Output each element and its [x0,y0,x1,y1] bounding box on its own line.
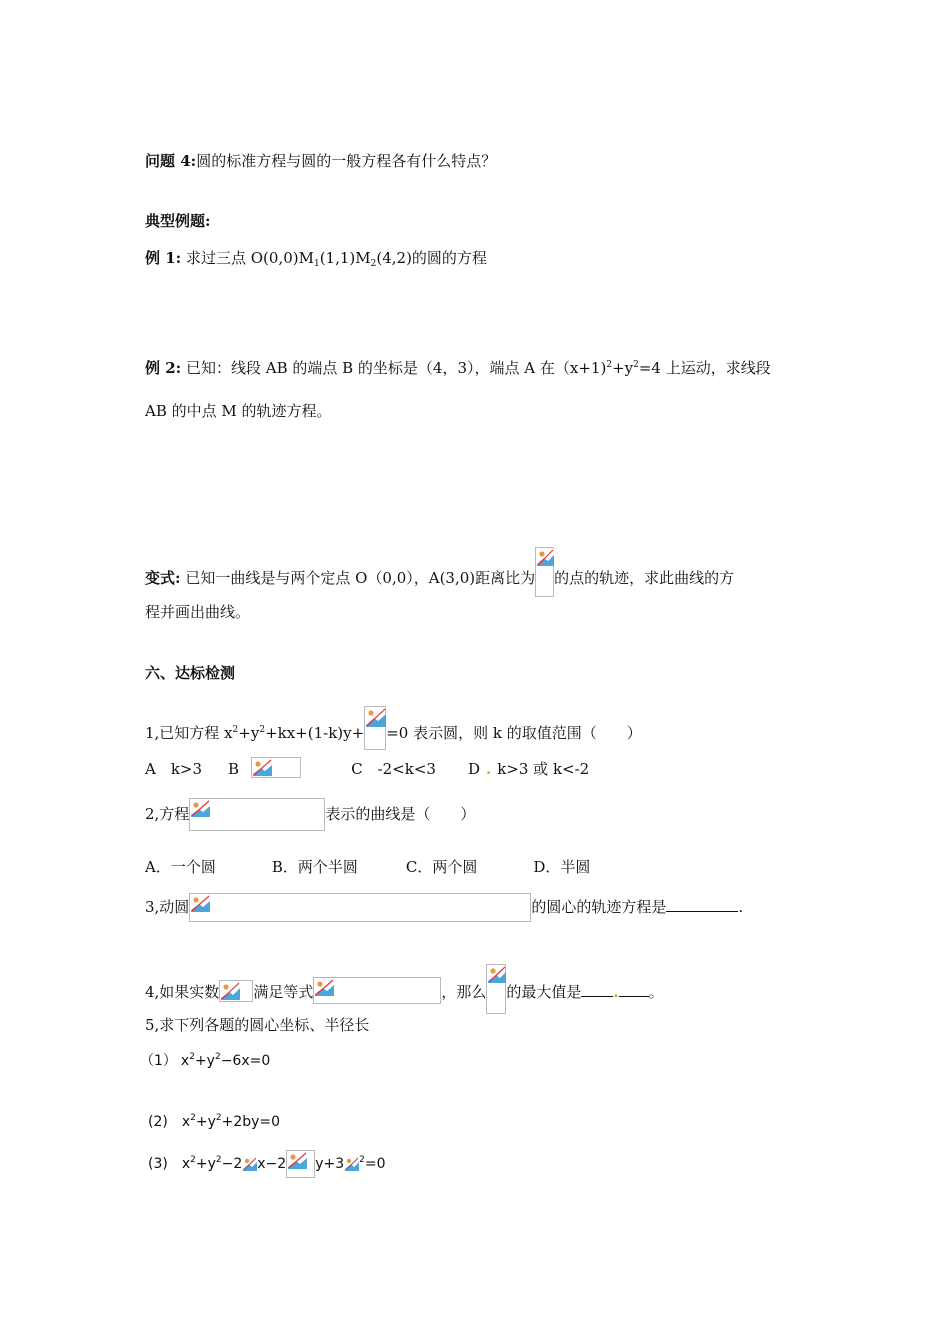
option-c: C．两个圆 [405,858,478,876]
example-2-text: +y [612,359,634,377]
examples-heading [145,210,211,232]
superscript: 2 [215,1113,222,1123]
broken-image-icon [535,547,554,597]
problem-3 [145,893,743,922]
broken-image-icon [313,977,441,1004]
item-text: x [180,1053,190,1069]
example-2-label: 例 2: [145,359,182,377]
broken-image-icon [364,706,386,750]
subscript: 1 [313,259,320,269]
blank-dot: . [613,983,619,1001]
item-text: x [181,1156,191,1172]
example-2 [145,357,771,379]
answer-blank[interactable] [666,897,738,912]
problem-5-item-3 [148,1150,386,1178]
superscript: 2 [359,1155,365,1165]
question-4 [145,150,496,172]
item-text: −6x=0 [220,1053,271,1069]
problem-4-text: 的最大值是 [506,983,582,1001]
example-2-line2 [145,400,332,422]
problem-4-end: 。 [648,983,664,1001]
example-1-text: 求过三点 O(0,0)M [185,249,314,267]
section-6-title: 六、达标检测 [145,664,236,682]
option-b: B．两个半圆 [271,858,358,876]
question-4-label: 问题 4: [145,152,197,170]
item-text: +2by=0 [221,1114,281,1130]
item-text: −2 [221,1156,243,1172]
example-1-label: 例 1: [145,249,182,267]
option-a: A k>3 [145,760,203,778]
variant-text: 程并画出曲线。 [145,603,251,621]
problem-3-text: 的圆心的轨迹方程是 [531,898,667,916]
problem-4-text: 4,如果实数 [145,983,220,1001]
superscript: 2 [633,360,639,370]
example-1-text: (4,2)的圆的方程 [376,249,487,267]
superscript: 2 [189,1052,195,1062]
example-2-text: =4 上运动，求线段 [638,359,771,377]
problem-2-text: 表示的曲线是（ ） [325,805,476,823]
examples-title: 典型例题: [145,212,211,230]
problem-3-text: 3,动圆 [145,898,190,916]
item-text: y+3 [315,1156,345,1172]
variant-text: 的点的轨迹，求此曲线的方 [554,569,735,587]
problem-4-text: 满足等式 [253,983,314,1001]
superscript: 2 [259,725,266,735]
item-text: x [181,1114,191,1130]
problem-2-text: 2,方程 [145,805,190,823]
problem-3-end: . [738,898,744,916]
option-d-dot: . [485,760,492,778]
problem-1-text: +kx+(1-k)y+ [265,724,365,742]
broken-image-icon [189,893,531,922]
subscript: 2 [370,259,377,269]
problem-5-item-1 [140,1050,270,1072]
broken-image-icon [242,1156,257,1176]
item-text: +y [195,1114,216,1130]
item-text: +y [194,1053,215,1069]
superscript: 2 [232,725,239,735]
problem-2 [145,798,475,831]
superscript: 2 [606,360,613,370]
variant [145,547,734,597]
item-text: =0 [364,1156,386,1172]
example-1-text: (1,1)M [319,249,371,267]
item-number: （1） [140,1053,177,1069]
problem-5-item-2 [148,1111,280,1133]
broken-image-icon [286,1150,315,1178]
broken-image-icon [486,964,506,1014]
option-d-text: k>3 或 k<-2 [497,760,590,778]
broken-image-icon [251,757,301,778]
item-number: (3) [148,1156,168,1172]
superscript: 2 [215,1155,222,1165]
broken-image-icon [219,980,253,1002]
superscript: 2 [190,1155,196,1165]
superscript: 2 [190,1113,196,1123]
example-2-text: AB 的中点 M 的轨迹方程。 [145,402,332,420]
option-b: B [228,760,240,778]
problem-2-options [145,856,590,878]
question-4-text: 圆的标准方程与圆的一般方程各有什么特点？ [196,152,497,170]
item-number: (2) [148,1114,168,1130]
variant-text: 已知一曲线是与两个定点 O（0,0），A(3,0)距离比为 [185,569,536,587]
option-c: C -2<k<3 [351,760,436,778]
superscript: 2 [214,1052,221,1062]
problem-1-text: 1,已知方程 x [145,724,233,742]
broken-image-icon [189,798,325,831]
problem-4 [145,964,664,1014]
example-2-text: 已知：线段 AB 的端点 B 的坐标是（4，3），端点 A 在（x+1) [185,359,607,377]
item-text: +y [195,1156,216,1172]
answer-blank[interactable] [619,982,649,997]
option-d: D [467,760,480,778]
problem-4-text: ，那么 [441,983,487,1001]
variant-label: 变式: [145,569,181,587]
problem-1-options [145,757,589,780]
option-a: A．一个圆 [145,858,216,876]
problem-5 [145,1014,369,1036]
item-text: x−2 [257,1156,287,1172]
example-1 [145,247,487,269]
problem-1-text: +y [238,724,260,742]
option-d: D．半圆 [533,858,591,876]
problem-5-text: 5,求下列各题的圆心坐标、半径长 [145,1016,370,1034]
variant-line2 [145,601,250,623]
problem-1-text: =0 表示圆，则 k 的取值范围（ ） [386,724,642,742]
problem-1 [145,706,642,750]
answer-blank[interactable] [581,982,613,997]
section-6-heading [145,662,235,684]
broken-image-icon [344,1156,359,1176]
